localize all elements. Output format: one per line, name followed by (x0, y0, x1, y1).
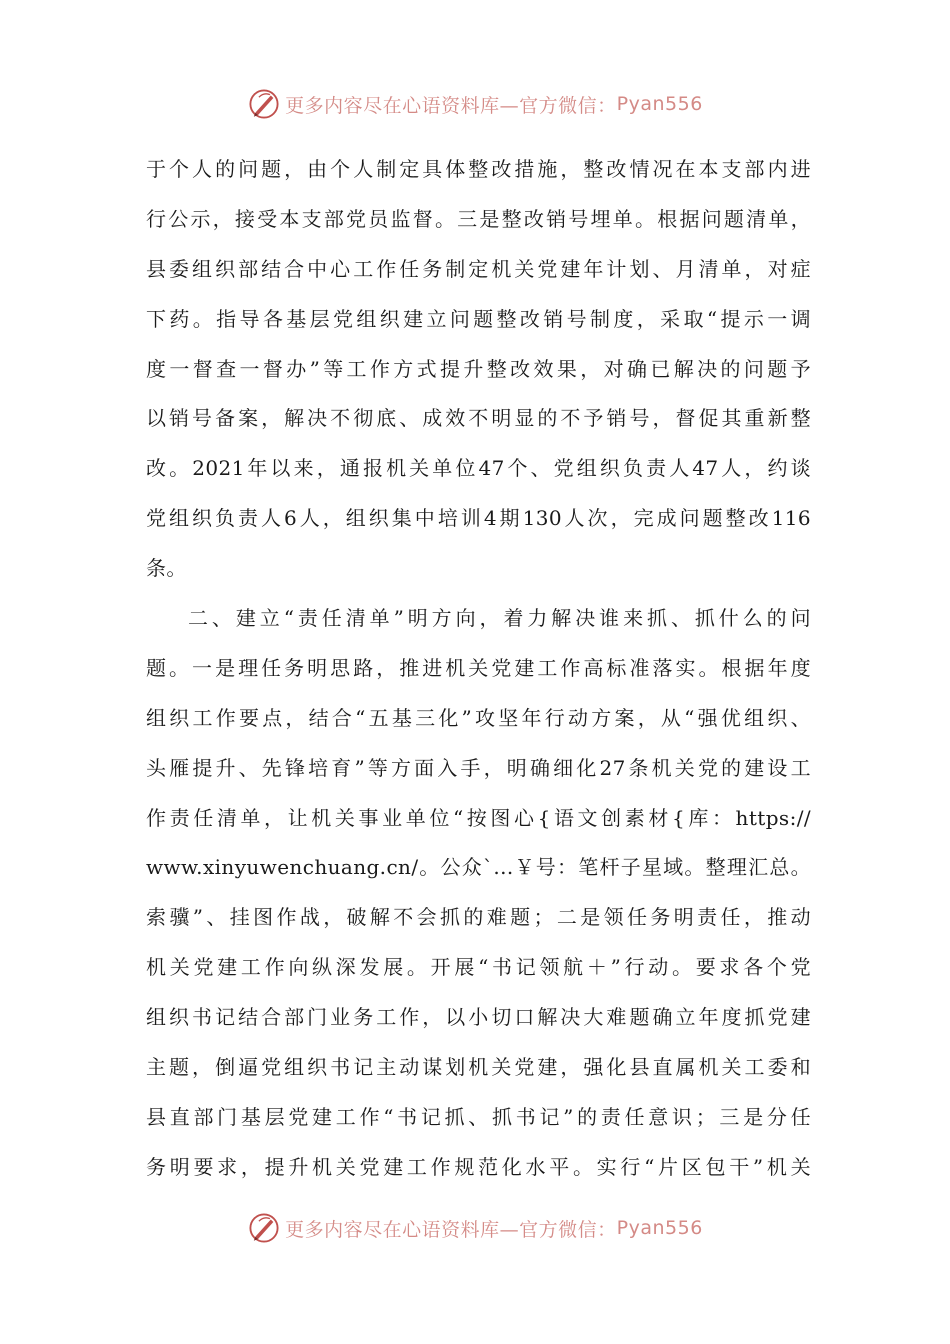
body-line: 度一督查一督办”等工作方式提升整改效果，对确已解决的问题予 (146, 356, 811, 381)
body-line: 组织工作要点，结合“五基三化”攻坚年行动方案，从“强优组织、 (146, 705, 811, 730)
body-line: 组织书记结合部门业务工作，以小切口解决大难题确立年度抓党建 (146, 1005, 811, 1030)
pen-logo-icon (247, 87, 281, 121)
body-line: 题。一是理任务明思路，推进机关党建工作高标准落实。根据年度 (146, 655, 811, 680)
footer-text: 更多内容尽在心语资料库—官方微信： (285, 1218, 617, 1241)
body-line: 机关党建工作向纵深发展。开展“书记领航＋”行动。要求各个党 (146, 955, 811, 980)
body-line: www.xinyuwenchuang.cn/。公众`...￥号：笔杆子星域。整理汇总。 (146, 855, 811, 880)
body-line: 行公示，接受本支部党员监督。三是整改销号埋单。根据问题清单， (146, 206, 811, 231)
body-line: 改。2021年以来，通报机关单位47个、党组织负责人47人，约谈 (146, 456, 811, 481)
footer-wechat-id: Pyan556 (616, 1217, 703, 1239)
pen-logo-icon (247, 1211, 281, 1245)
body-line: 下药。指导各基层党组织建立问题整改销号制度，采取“提示一调 (146, 306, 811, 331)
header-wechat-id: Pyan556 (616, 93, 703, 115)
document-body (146, 145, 811, 1193)
body-line: 务明要求，提升机关党建工作规范化水平。实行“片区包干”机关 (146, 1154, 811, 1179)
body-line: 主题，倒逼党组织书记主动谋划机关党建，强化县直属机关工委和 (146, 1055, 811, 1080)
body-line: 党组织负责人6人，组织集中培训4期130人次，完成问题整改116 (146, 506, 811, 531)
footer-banner (0, 1208, 950, 1248)
body-line: 县直部门基层党建工作“书记抓、抓书记”的责任意识；三是分任 (146, 1104, 811, 1129)
body-line: 县委组织部结合中心工作任务制定机关党建年计划、月清单，对症 (146, 256, 811, 281)
body-line: 二、建立“责任清单”明方向，着力解决谁来抓、抓什么的问 (188, 606, 811, 631)
header-banner (0, 84, 950, 124)
body-line: 于个人的问题，由个人制定具体整改措施，整改情况在本支部内进 (146, 157, 811, 181)
header-text: 更多内容尽在心语资料库—官方微信： (285, 94, 617, 117)
body-line: 头雁提升、先锋培育”等方面入手，明确细化27条机关党的建设工 (146, 755, 811, 780)
body-line: 索骥”、挂图作战，破解不会抓的难题；二是领任务明责任，推动 (146, 905, 811, 930)
body-line: 以销号备案，解决不彻底、成效不明显的不予销号，督促其重新整 (146, 406, 811, 431)
body-line: 作责任清单，让机关事业单位“按图心{语文创素材{库：https:// (146, 805, 811, 830)
body-line: 条。 (146, 556, 187, 581)
